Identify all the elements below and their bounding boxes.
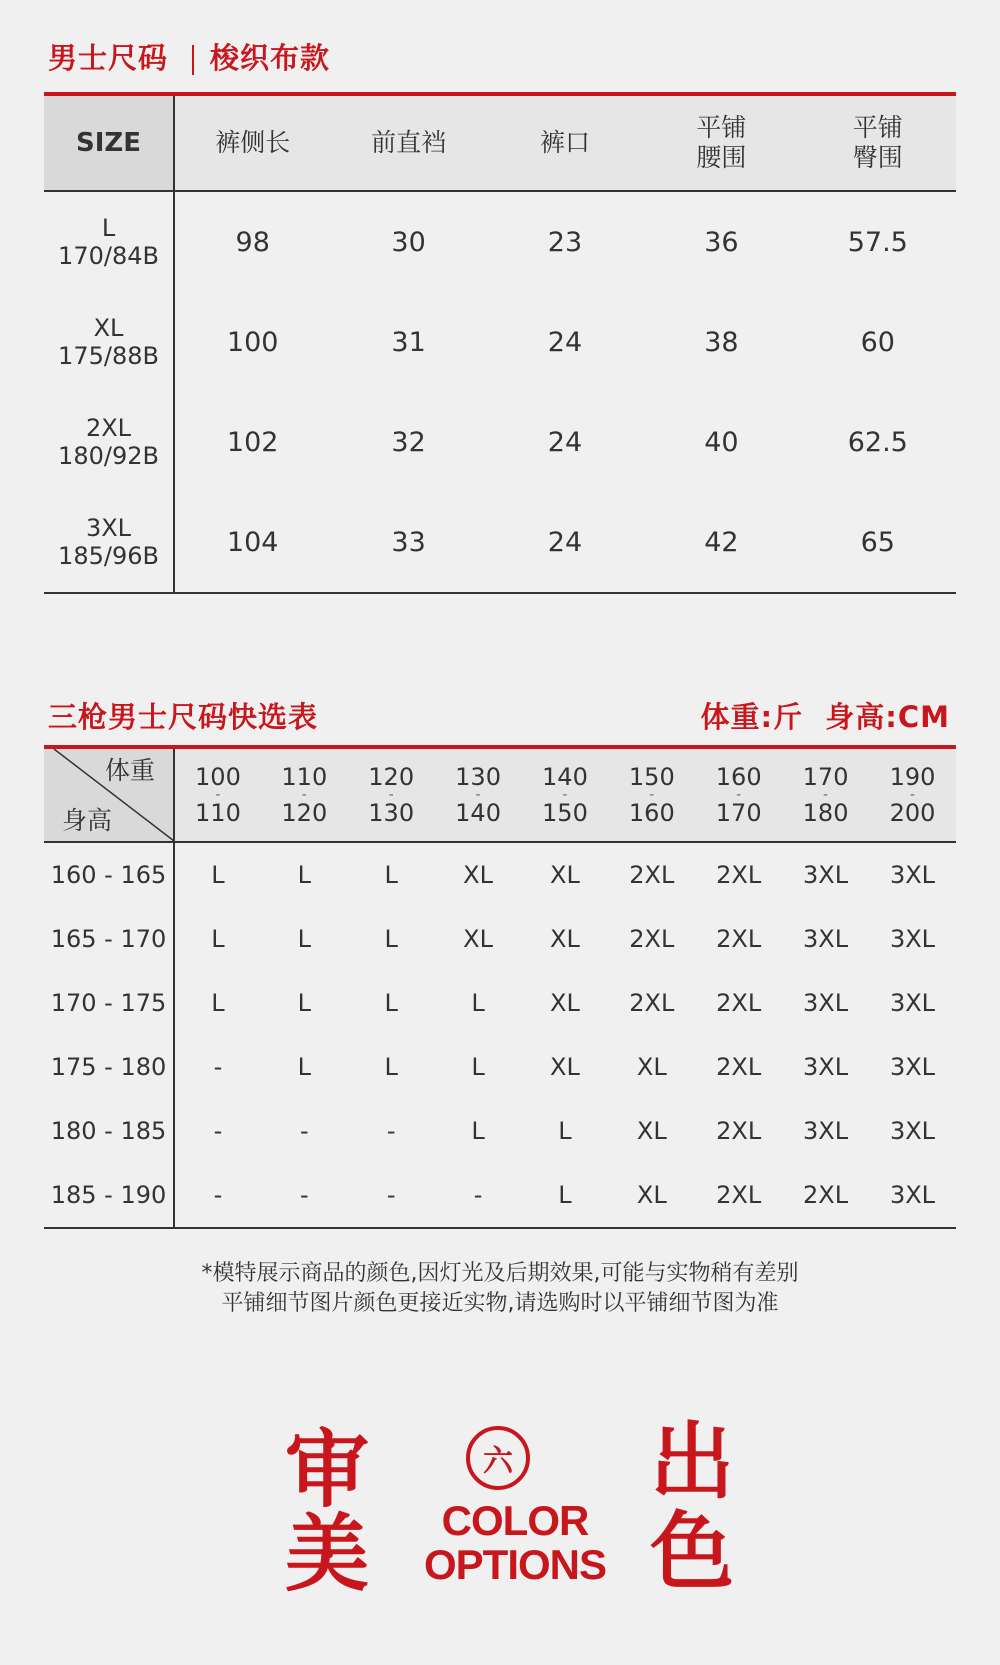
size-cell: L xyxy=(211,925,225,953)
size-cell: 3XL xyxy=(889,925,936,953)
measure-cell: 65 xyxy=(800,492,956,593)
weight-range-header: 130 - 140 xyxy=(435,749,522,842)
measure-cell: 62.5 xyxy=(847,426,908,458)
size-cell: 2XL xyxy=(716,861,762,889)
height-range-label: 185 - 190 xyxy=(44,1163,174,1228)
six-badge-icon: 六 xyxy=(466,1426,530,1490)
size-cell: - xyxy=(348,1163,435,1228)
range-dash: - xyxy=(736,787,742,803)
size-label: XL 175/88B xyxy=(44,292,174,392)
size-cell: L xyxy=(471,1053,485,1081)
size-cell: XL xyxy=(463,925,493,953)
size-cell: 3XL xyxy=(803,1117,849,1145)
size-cell: L xyxy=(211,989,225,1017)
height-range-label: 160 - 165 xyxy=(44,842,174,907)
measure-cell: 42 xyxy=(643,492,799,593)
size-cell: XL xyxy=(550,1053,580,1081)
size-cell: 2XL xyxy=(629,861,675,889)
size-cell: XL xyxy=(550,989,580,1017)
size-cell: XL xyxy=(608,1163,695,1228)
range-dash: - xyxy=(215,787,221,803)
brand-options: OPTIONS xyxy=(423,1541,607,1588)
size-cell: 2XL xyxy=(629,925,675,953)
measure-cell: 36 xyxy=(704,226,739,258)
range-dash: - xyxy=(909,787,916,803)
size-cell: 2XL xyxy=(716,1053,762,1081)
height-range-label: 175 - 180 xyxy=(44,1035,174,1099)
height-label: 身高 xyxy=(62,806,113,835)
size-cell: - xyxy=(261,1163,348,1228)
table-row xyxy=(44,907,956,971)
size-cell: L xyxy=(558,1117,572,1145)
size-cell: L xyxy=(297,861,311,889)
char-chu: 出 xyxy=(650,1412,735,1511)
measure-cell: 100 xyxy=(226,326,279,358)
measure-cell: 24 xyxy=(487,492,643,593)
table-header-row xyxy=(44,749,956,842)
table-row xyxy=(44,1163,956,1228)
size-cell: 2XL xyxy=(629,989,675,1017)
height-range-label: 170 - 175 xyxy=(44,971,174,1035)
size-cell: 2XL xyxy=(782,1163,869,1228)
size-cell: 3XL xyxy=(803,925,849,953)
column-header: SIZE xyxy=(44,96,174,191)
size-cell: L xyxy=(297,1053,311,1081)
size-cell: - xyxy=(213,1117,223,1145)
size-table xyxy=(44,96,956,594)
size-cell: L xyxy=(471,989,485,1017)
range-dash: - xyxy=(475,787,481,803)
weight-label: 体重 xyxy=(104,756,155,785)
size-cell: XL xyxy=(636,1053,667,1081)
weight-range-header: 190 - 200 xyxy=(869,749,956,842)
title-text: 男士尺码 xyxy=(48,41,169,75)
size-cell: 3XL xyxy=(803,1053,849,1081)
table-row xyxy=(44,971,956,1035)
size-label: 3XL 185/96B xyxy=(44,492,174,593)
section2-title: 三枪男士尺码快选表 xyxy=(48,700,319,734)
size-cell: L xyxy=(522,1163,609,1228)
size-cell: - xyxy=(213,1053,223,1081)
size-cell: 3XL xyxy=(889,1053,936,1081)
size-cell: 3XL xyxy=(803,861,849,889)
measure-cell: 24 xyxy=(547,426,583,458)
quick-size-table xyxy=(44,749,956,1229)
size-cell: 2XL xyxy=(716,1117,762,1145)
table-row xyxy=(44,191,956,292)
char-se: 色 xyxy=(650,1502,735,1601)
char-shen: 审 xyxy=(285,1420,370,1519)
size-cell: 3XL xyxy=(889,1117,936,1145)
size-cell: L xyxy=(384,989,398,1017)
weight-range-header: 160 - 170 xyxy=(695,749,782,842)
measure-cell: 33 xyxy=(330,492,486,593)
corner-header xyxy=(44,749,174,842)
table-row xyxy=(44,492,956,593)
range-dash: - xyxy=(649,787,655,803)
size-cell: 3XL xyxy=(889,989,936,1017)
size-cell: - xyxy=(386,1117,396,1145)
table-row xyxy=(44,1099,956,1163)
column-header: 平铺 臀围 xyxy=(800,96,956,191)
subtitle-text: 梭织布款 xyxy=(210,41,331,75)
size-cell: L xyxy=(384,861,398,889)
size-cell: XL xyxy=(550,861,580,889)
size-cell: 2XL xyxy=(716,925,762,953)
measure-cell: 23 xyxy=(547,226,583,258)
range-dash: - xyxy=(301,787,307,803)
size-cell: 3XL xyxy=(889,861,936,889)
height-range-label: 180 - 185 xyxy=(44,1099,174,1163)
measure-cell: 24 xyxy=(547,326,583,358)
measure-cell: 104 xyxy=(174,492,330,593)
units-label: 体重:斤 身高:CM xyxy=(700,700,950,734)
size-cell: 3XL xyxy=(869,1163,956,1228)
size-cell: L xyxy=(297,925,311,953)
size-cell: 3XL xyxy=(803,989,849,1017)
weight-range-header: 100 - 110 xyxy=(174,749,261,842)
table-row xyxy=(44,1035,956,1099)
size-cell: - xyxy=(174,1163,261,1228)
table-header-row xyxy=(44,96,956,191)
measure-cell: 57.5 xyxy=(847,226,908,258)
table-row xyxy=(44,842,956,907)
disclaimer-line-1: *模特展示商品的颜色,因灯光及后期效果,可能与实物稍有差别 xyxy=(201,1261,799,1286)
title-divider xyxy=(192,45,194,75)
height-range-label: 165 - 170 xyxy=(44,907,174,971)
measure-cell: 40 xyxy=(704,426,739,458)
table-row xyxy=(44,392,956,492)
weight-range-header: 170 - 180 xyxy=(782,749,869,842)
range-dash: - xyxy=(388,787,394,803)
weight-range-header: 140 - 150 xyxy=(522,749,609,842)
size-cell: XL xyxy=(550,925,580,953)
weight-range-header: 150 - 160 xyxy=(608,749,695,842)
measure-cell: 38 xyxy=(704,326,739,358)
column-header: 裤侧长 xyxy=(174,96,330,191)
weight-range-header: 110 - 120 xyxy=(261,749,348,842)
size-cell: L xyxy=(211,861,225,889)
char-mei: 美 xyxy=(285,1504,370,1603)
size-cell: 2XL xyxy=(695,1163,782,1228)
weight-range-header: 120 - 130 xyxy=(348,749,435,842)
range-dash: - xyxy=(562,787,568,803)
measure-cell: 32 xyxy=(391,426,426,458)
column-header: 裤口 xyxy=(487,96,643,191)
column-header: 平铺 腰围 xyxy=(643,96,799,191)
size-cell: - xyxy=(435,1163,522,1228)
size-cell: L xyxy=(384,1053,398,1081)
measure-cell: 31 xyxy=(391,326,426,358)
table-row xyxy=(44,292,956,392)
measure-cell: 98 xyxy=(235,226,270,258)
section1-title xyxy=(48,36,330,77)
measure-cell: 60 xyxy=(860,326,895,358)
column-header: 前直裆 xyxy=(330,96,486,191)
size-label: 2XL 180/92B xyxy=(44,392,174,492)
brand-color: COLOR xyxy=(441,1497,589,1544)
measure-cell: 30 xyxy=(391,226,426,258)
size-cell: XL xyxy=(463,861,493,889)
size-label: L 170/84B xyxy=(44,191,174,292)
disclaimer-line-2: 平铺细节图片颜色更接近实物,请选购时以平铺细节图为准 xyxy=(221,1291,779,1316)
measure-cell: 102 xyxy=(226,426,279,458)
size-cell: XL xyxy=(636,1117,667,1145)
size-cell: L xyxy=(384,925,398,953)
range-dash: - xyxy=(823,787,829,803)
size-cell: L xyxy=(471,1117,485,1145)
size-cell: - xyxy=(299,1117,309,1145)
size-cell: L xyxy=(297,989,311,1017)
size-cell: 2XL xyxy=(716,989,762,1017)
